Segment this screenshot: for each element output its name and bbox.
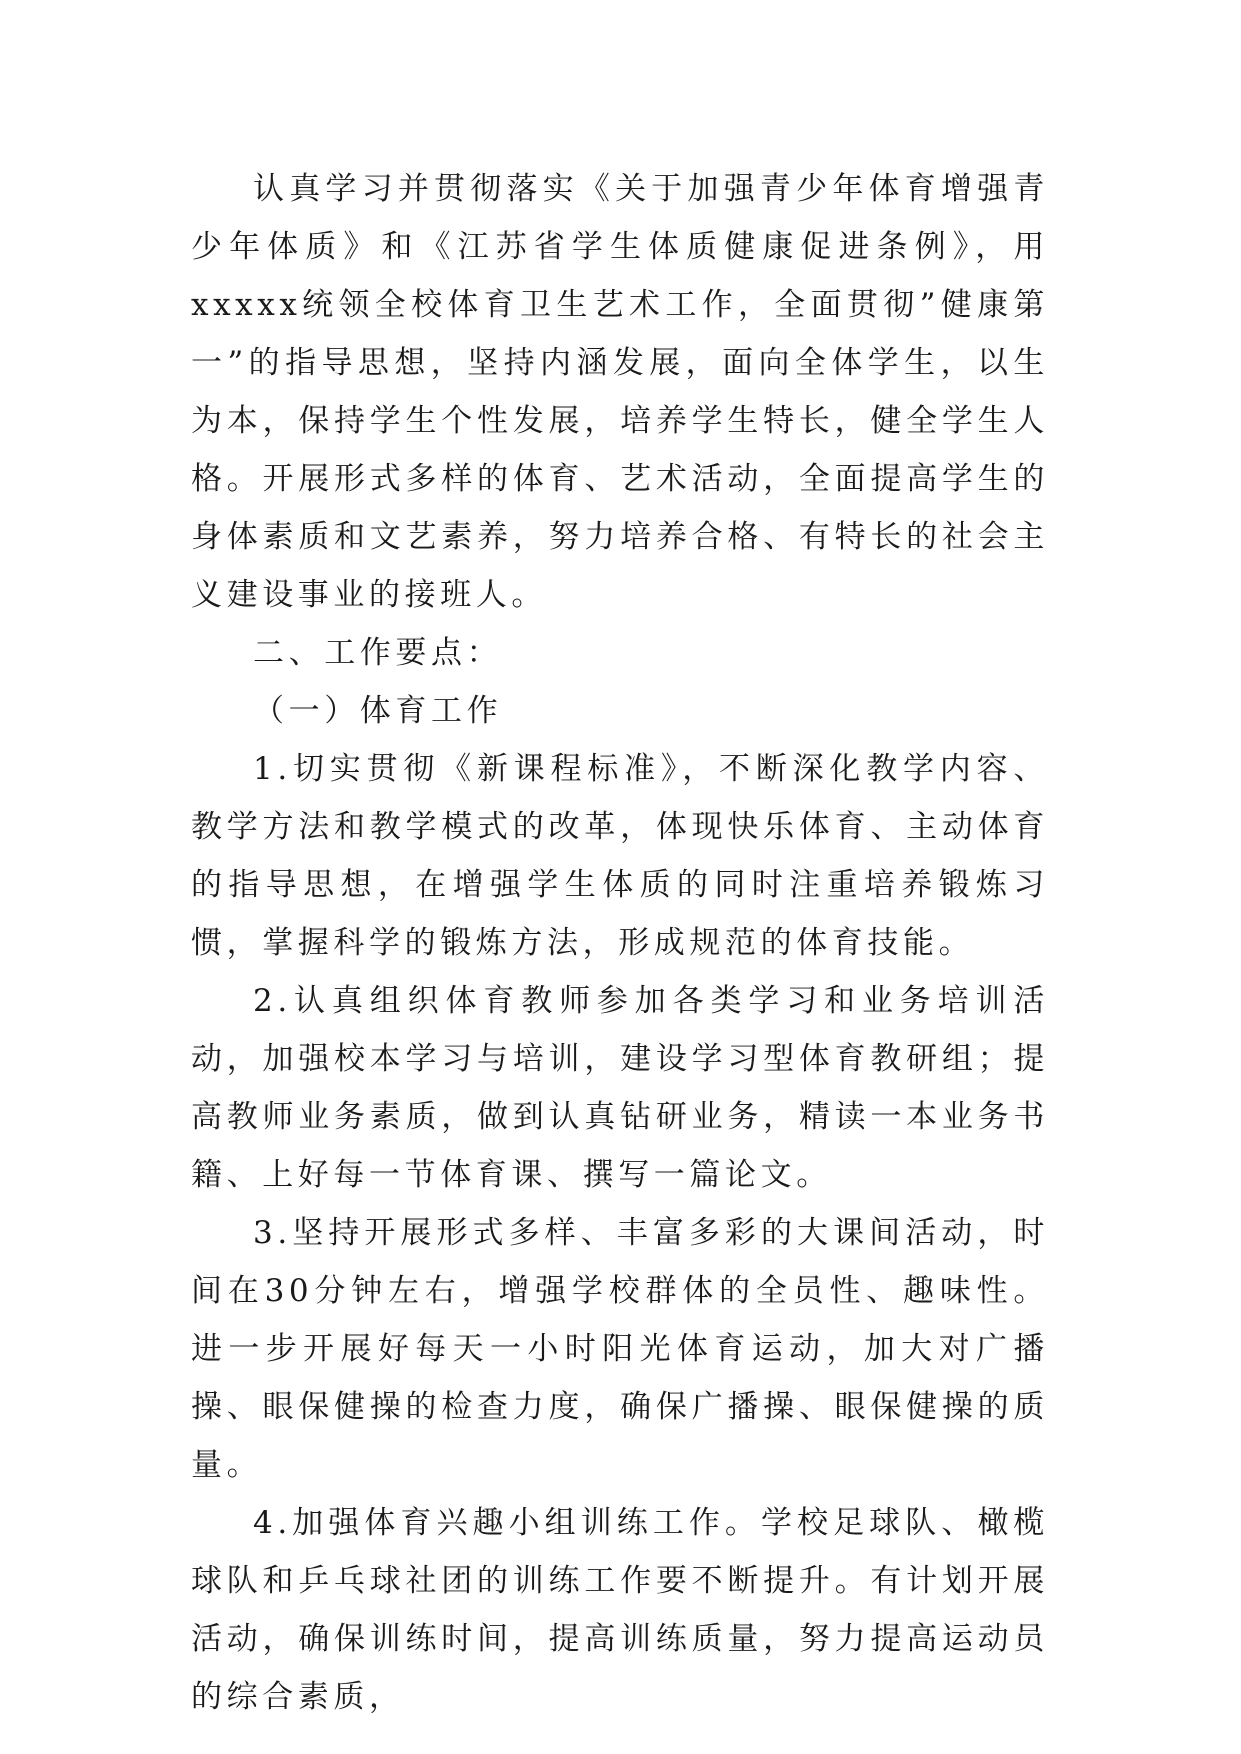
subsection-heading-sports: （一）体育工作 xyxy=(253,693,503,729)
paragraph-item-2: 2.认真组织体育教师参加各类学习和业务培训活动，加强校本学习与培训，建设学习型体育教研组；提高教师业务素质，做到认真钻研业务，精读一本业务书籍、上好每一节体育课、撰写一篇论文。 xyxy=(191,983,1049,1193)
paragraph-item-3: 3.坚持开展形式多样、丰富多彩的大课间活动，时间在30分钟左右，增强学校群体的全员性、趣味性。进一步开展好每天一小时阳光体育运动，加大对广播操、眼保健操的检查力度，确保广播操、眼保健操的质量。 xyxy=(191,1215,1049,1483)
paragraph-item-1: 1.切实贯彻《新课程标准》，不断深化教学内容、教学方法和教学模式的改革，体现快乐体育、主动体育的指导思想，在增强学生体质的同时注重培养锻炼习惯，掌握科学的锻炼方法，形成规范的体育技能。 xyxy=(191,751,1049,961)
document-body xyxy=(191,160,1049,1726)
paragraph-intro: 认真学习并贯彻落实《关于加强青少年体育增强青少年体质》和《江苏省学生体质健康促进条例》，用xxxxx统领全校体育卫生艺术工作，全面贯彻”健康第一”的指导思想，坚持内涵发展，面向全体学生，以生为本，保持学生个性发展，培养学生特长，健全学生人格。开展形式多样的体育、艺术活动，全面提高学生的身体素质和文艺素养，努力培养合格、有特长的社会主义建设事业的接班人。 xyxy=(191,171,1049,613)
section-heading-work-points: 二、工作要点： xyxy=(253,635,503,671)
paragraph-item-4: 4.加强体育兴趣小组训练工作。学校足球队、橄榄球队和乒乓球社团的训练工作要不断提升。有计划开展活动，确保训练时间，提高训练质量，努力提高运动员的综合素质， xyxy=(191,1505,1049,1715)
